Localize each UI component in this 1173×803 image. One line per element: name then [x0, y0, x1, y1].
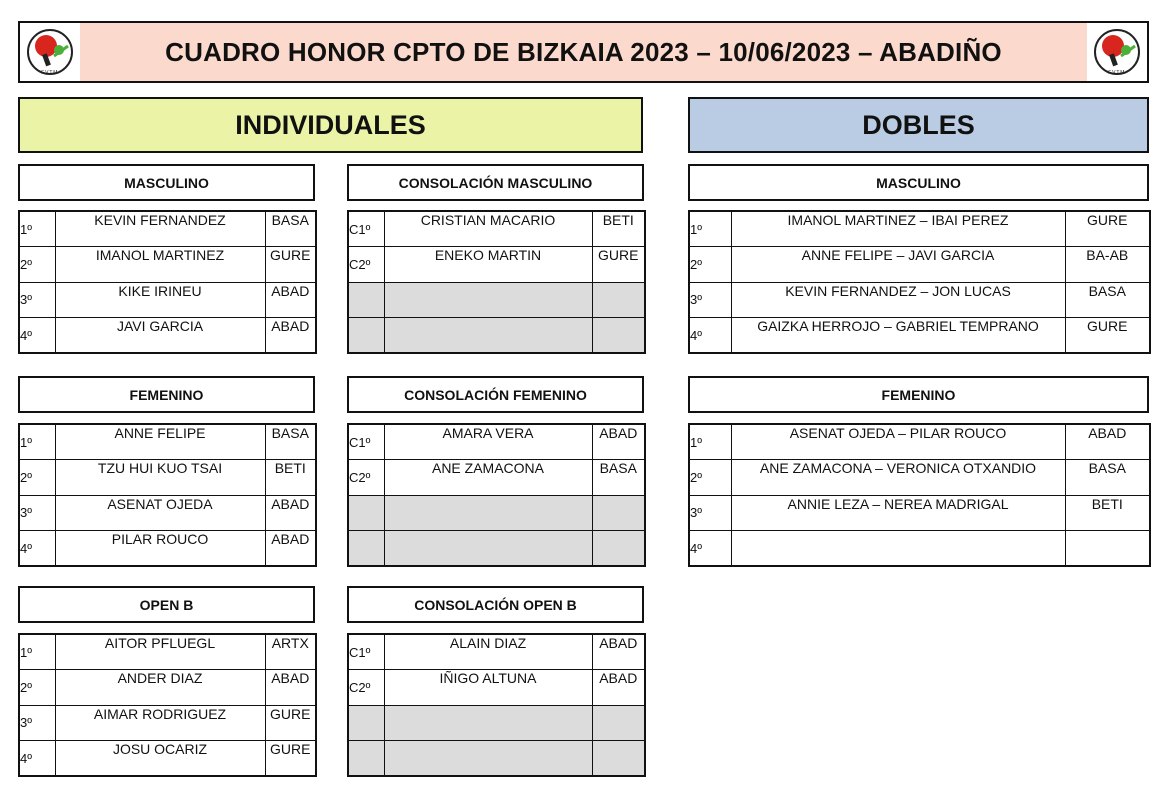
position-cell: 3º — [689, 282, 731, 318]
position-cell: 2º — [689, 460, 731, 496]
table-row — [348, 211, 645, 247]
consolacion-femenino-table — [347, 423, 646, 567]
open-b-table — [18, 633, 317, 777]
table-row — [689, 495, 1150, 531]
name-cell: ANNE FELIPE – JAVI GARCIA — [731, 247, 1065, 283]
name-cell: KIKE IRINEU — [55, 282, 265, 318]
name-cell: ASENAT OJEDA — [55, 495, 265, 531]
position-cell: 4º — [19, 318, 55, 354]
position-cell: 2º — [19, 247, 55, 283]
name-cell: ASENAT OJEDA – PILAR ROUCO — [731, 424, 1065, 460]
table-row — [689, 282, 1150, 318]
name-cell: AMARA VERA — [384, 424, 592, 460]
position-cell: 4º — [19, 741, 55, 777]
position-cell: 3º — [19, 282, 55, 318]
table-row — [19, 318, 316, 354]
name-cell: PILAR ROUCO — [55, 531, 265, 567]
club-cell: ABAD — [592, 424, 645, 460]
dobles-masculino-table — [688, 210, 1151, 354]
club-cell — [592, 531, 645, 567]
table-row — [348, 531, 645, 567]
name-cell: ANE ZAMACONA – VERONICA OTXANDIO — [731, 460, 1065, 496]
position-cell: 3º — [689, 495, 731, 531]
position-cell: 3º — [19, 495, 55, 531]
club-cell: GURE — [265, 705, 316, 741]
table-row — [19, 211, 316, 247]
name-cell: KEVIN FERNANDEZ — [55, 211, 265, 247]
page-title: CUADRO HONOR CPTO DE BIZKAIA 2023 – 10/06/2023 – ABADIÑO — [165, 36, 1002, 67]
club-cell: ABAD — [265, 282, 316, 318]
individual-femenino-table — [18, 423, 317, 567]
position-cell: 1º — [689, 211, 731, 247]
open-b-heading: OPEN B — [18, 586, 315, 623]
name-cell: ANNE FELIPE — [55, 424, 265, 460]
consolacion-masculino-heading: CONSOLACIÓN MASCULINO — [347, 164, 644, 201]
table-row — [19, 741, 316, 777]
club-cell: BASA — [265, 424, 316, 460]
ping-pong-logo-icon — [1091, 26, 1143, 78]
club-cell: BA-AB — [1065, 247, 1150, 283]
club-logo-left — [20, 23, 80, 81]
club-cell: GURE — [265, 741, 316, 777]
name-cell: KEVIN FERNANDEZ – JON LUCAS — [731, 282, 1065, 318]
club-cell: GURE — [592, 247, 645, 283]
club-cell: ARTX — [265, 634, 316, 670]
table-row — [19, 670, 316, 706]
name-cell: IMANOL MARTINEZ – IBAI PEREZ — [731, 211, 1065, 247]
name-cell: ALAIN DIAZ — [384, 634, 592, 670]
ping-pong-logo-icon — [24, 26, 76, 78]
table-row — [19, 705, 316, 741]
club-cell: ABAD — [592, 634, 645, 670]
club-cell: ABAD — [265, 318, 316, 354]
name-cell — [384, 741, 592, 777]
consolacion-open-b-table — [347, 633, 646, 777]
club-cell: BETI — [265, 460, 316, 496]
name-cell: TZU HUI KUO TSAI — [55, 460, 265, 496]
club-cell — [592, 282, 645, 318]
svg-text:F.V.T.M.: F.V.T.M. — [41, 70, 59, 76]
name-cell — [384, 495, 592, 531]
club-cell: ABAD — [592, 670, 645, 706]
table-row — [19, 282, 316, 318]
position-cell: 4º — [689, 531, 731, 567]
position-cell — [348, 495, 384, 531]
position-cell: 3º — [19, 705, 55, 741]
club-logo-right — [1087, 23, 1147, 81]
table-row — [348, 670, 645, 706]
name-cell: AITOR PFLUEGL — [55, 634, 265, 670]
table-row — [689, 531, 1150, 567]
position-cell: C1º — [348, 634, 384, 670]
club-cell: ABAD — [265, 670, 316, 706]
position-cell — [348, 741, 384, 777]
page-header — [18, 21, 1149, 83]
table-row — [348, 247, 645, 283]
club-cell: GURE — [1065, 211, 1150, 247]
club-cell: BASA — [592, 460, 645, 496]
club-cell: BASA — [1065, 460, 1150, 496]
table-row — [348, 495, 645, 531]
club-cell: GURE — [1065, 318, 1150, 354]
table-row — [348, 460, 645, 496]
position-cell: 2º — [689, 247, 731, 283]
individual-femenino-heading: FEMENINO — [18, 376, 315, 413]
name-cell: ANE ZAMACONA — [384, 460, 592, 496]
individual-masculino-heading: MASCULINO — [18, 164, 315, 201]
position-cell: C2º — [348, 247, 384, 283]
table-row — [19, 495, 316, 531]
club-cell — [592, 495, 645, 531]
position-cell: 1º — [19, 634, 55, 670]
name-cell: CRISTIAN MACARIO — [384, 211, 592, 247]
club-cell: BASA — [265, 211, 316, 247]
consolacion-open-b-heading: CONSOLACIÓN OPEN B — [347, 586, 644, 623]
club-cell: ABAD — [1065, 424, 1150, 460]
name-cell: AIMAR RODRIGUEZ — [55, 705, 265, 741]
position-cell: 1º — [19, 424, 55, 460]
table-row — [348, 705, 645, 741]
table-row — [19, 424, 316, 460]
name-cell: JOSU OCARIZ — [55, 741, 265, 777]
dobles-femenino-table — [688, 423, 1151, 567]
position-cell: 2º — [19, 670, 55, 706]
consolacion-femenino-heading: CONSOLACIÓN FEMENINO — [347, 376, 644, 413]
individuales-banner: INDIVIDUALES — [18, 97, 643, 153]
position-cell: 4º — [689, 318, 731, 354]
club-cell: ABAD — [265, 495, 316, 531]
individual-masculino-table — [18, 210, 317, 354]
club-cell: ABAD — [265, 531, 316, 567]
name-cell — [384, 705, 592, 741]
club-cell: GURE — [265, 247, 316, 283]
name-cell: IÑIGO ALTUNA — [384, 670, 592, 706]
table-row — [19, 634, 316, 670]
consolacion-masculino-table — [347, 210, 646, 354]
position-cell — [348, 282, 384, 318]
position-cell: 1º — [19, 211, 55, 247]
club-cell: BETI — [1065, 495, 1150, 531]
position-cell — [348, 705, 384, 741]
dobles-masculino-heading: MASCULINO — [688, 164, 1149, 201]
name-cell: ANNIE LEZA – NEREA MADRIGAL — [731, 495, 1065, 531]
table-row — [348, 282, 645, 318]
club-cell — [592, 705, 645, 741]
name-cell — [731, 531, 1065, 567]
position-cell: 2º — [19, 460, 55, 496]
club-cell: BASA — [1065, 282, 1150, 318]
club-cell: BETI — [592, 211, 645, 247]
table-row — [19, 460, 316, 496]
name-cell: ANDER DIAZ — [55, 670, 265, 706]
table-row — [348, 634, 645, 670]
name-cell: IMANOL MARTINEZ — [55, 247, 265, 283]
table-row — [348, 741, 645, 777]
table-row — [19, 247, 316, 283]
table-row — [689, 460, 1150, 496]
svg-text:F.V.T.M.: F.V.T.M. — [1108, 70, 1126, 76]
position-cell: 4º — [19, 531, 55, 567]
position-cell: C2º — [348, 670, 384, 706]
club-cell — [592, 318, 645, 354]
name-cell: GAIZKA HERROJO – GABRIEL TEMPRANO — [731, 318, 1065, 354]
dobles-banner: DOBLES — [688, 97, 1149, 153]
table-row — [348, 318, 645, 354]
table-row — [689, 424, 1150, 460]
position-cell: C1º — [348, 211, 384, 247]
name-cell: JAVI GARCIA — [55, 318, 265, 354]
name-cell: ENEKO MARTIN — [384, 247, 592, 283]
dobles-femenino-heading: FEMENINO — [688, 376, 1149, 413]
position-cell — [348, 531, 384, 567]
name-cell — [384, 531, 592, 567]
position-cell: C1º — [348, 424, 384, 460]
table-row — [348, 424, 645, 460]
name-cell — [384, 318, 592, 354]
position-cell: C2º — [348, 460, 384, 496]
table-row — [689, 247, 1150, 283]
position-cell — [348, 318, 384, 354]
table-row — [689, 318, 1150, 354]
club-cell — [1065, 531, 1150, 567]
position-cell: 1º — [689, 424, 731, 460]
table-row — [689, 211, 1150, 247]
club-cell — [592, 741, 645, 777]
table-row — [19, 531, 316, 567]
name-cell — [384, 282, 592, 318]
